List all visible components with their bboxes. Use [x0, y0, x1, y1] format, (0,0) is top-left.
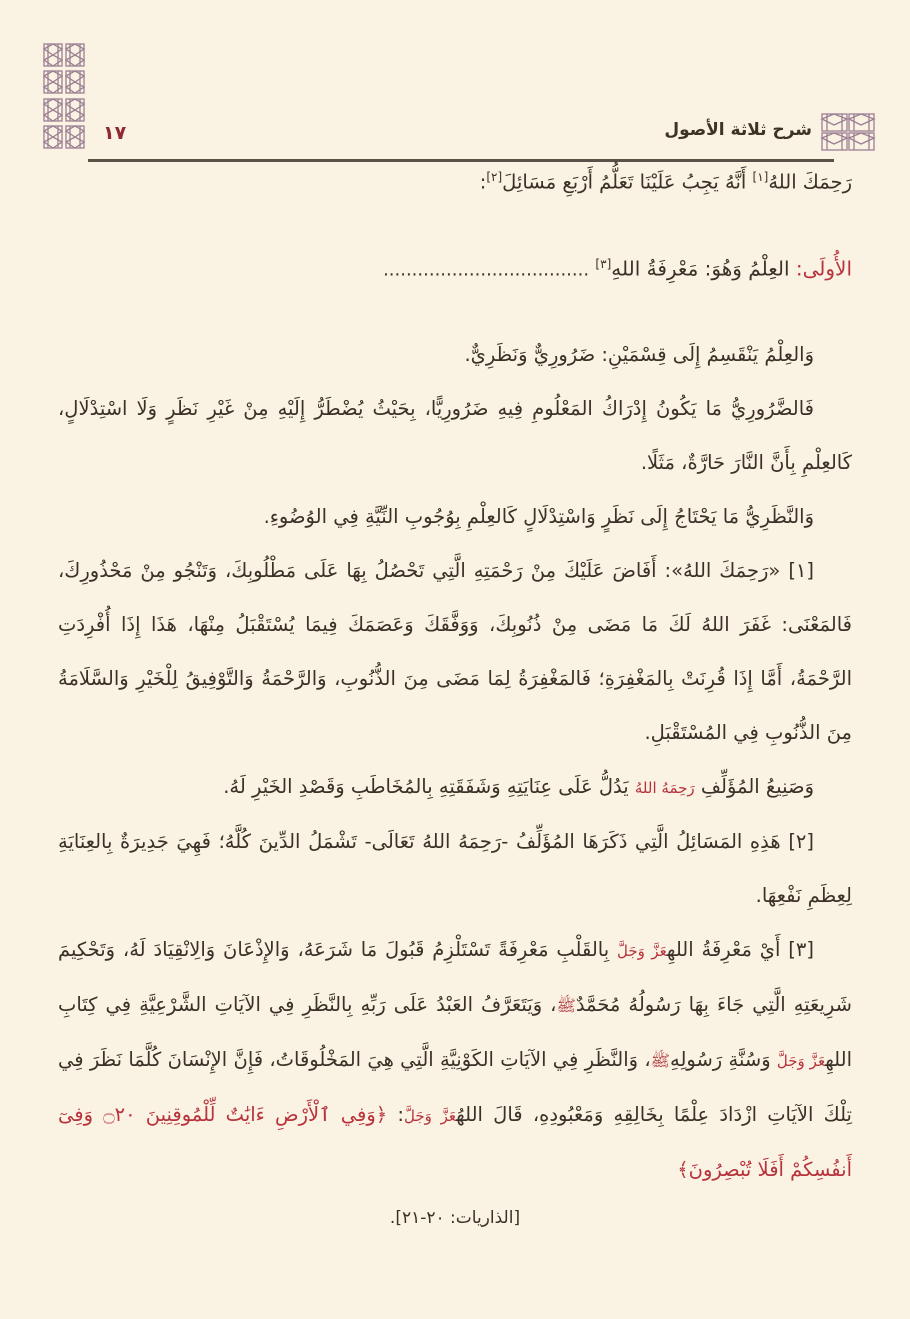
footnote-3-number: [٣]: [788, 938, 814, 962]
knotwork-column-ornament-icon: [42, 42, 86, 150]
footnote-3-paragraph: [58, 923, 852, 1197]
footnote-1b-pre: وَصَنِيعُ المُؤَلِّفِ: [700, 775, 814, 799]
page-header: [0, 40, 910, 150]
honorific-azzawajall-1: عَزَّ وَجَلَّ: [617, 942, 667, 961]
footnote-3-text-b: بِالقَلْبِ مَعْرِفَةً تَسْتَلْزِمُ قَبُولَ مَا شَرَعَهُ، وَالإِذْعَانَ وَالِانْقِيَادَ لَهُ، وَتَحْكِيمَ شَرِيعَتِهِ الَّتِي جَاءَ بِهَا رَسُولُهُ مُحَمَّدٌ: [58, 938, 852, 1017]
sallallahu-alayhi-wasallam-icon-1: ﷺ: [556, 996, 576, 1016]
footnote-marker-2: [٢]: [486, 170, 503, 184]
footnote-2-text: هَذِهِ المَسَائِلُ الَّتِي ذَكَرَهَا المُؤَلِّفُ -رَحِمَهُ اللهُ تَعَالَى- تَشْمَلُ الدِّينَ كُلَّهُ؛ فَهِيَ جَدِيرَةٌ بِالعِنَايَةِ لِعِظَمِ نَفْعِهَا.: [58, 830, 852, 908]
footnote-1-paragraph: [58, 544, 852, 760]
heading-label-first: الأُولَى:: [795, 256, 852, 281]
heading-body: العِلْمُ وَهُوَ: مَعْرِفَةُ اللهِ: [611, 256, 790, 281]
footnote-2-number: [٢]: [788, 830, 815, 854]
footnote-1b-post: يَدُلُّ عَلَى عِنَايَتِهِ وَشَفَقَتِهِ بِالمُخَاطَبِ وَقَصْدِ الخَيْرِ لَهُ.: [223, 775, 629, 799]
footnote-3-colon: :: [397, 1103, 404, 1127]
paragraph-theoretical-knowledge: وَالنَّظَرِيُّ مَا يَحْتَاجُ إِلَى نَظَرٍ وَاسْتِدْلَالٍ كَالعِلْمِ بِوُجُوبِ النِّيَّةِ فِي الوُضُوءِ.: [263, 505, 814, 529]
honorific-azzawajall-2: عَزَّ وَجَلَّ: [776, 1052, 826, 1071]
footnote-1-text: أَفَاضَ عَلَيْكَ مِنْ رَحْمَتِهِ الَّتِي تَحْصُلُ بِهَا عَلَى مَطْلُوبِكَ، وَتَنْجُو مِنْ مَحْذُورِكَ، فَالمَعْنَى: غَفَرَ اللهُ لَكَ مَا مَضَى مِنْ ذُنُوبِكَ، وَوَفَّقَكَ وَعَصَمَكَ فِيمَا يُسْتَقْبَلُ مِنْهَا، هَذَا إِذَا أُفْرِدَتِ الرَّحْمَةُ، أَمَّا إِذَا قُرِنَتْ بِالمَغْفِرَةِ؛ فَالمَغْفِرَةُ لِمَا مَضَى مِنَ الذُّنُوبِ، وَالرَّحْمَةُ وَالتَّوْفِيقُ لِلْخَيْرِ وَالسَّلَامَةُ مِنَ الذُّنُوبِ فِي المُسْتَقْبَلِ.: [58, 559, 852, 745]
knotwork-square-ornament-icon: [820, 112, 876, 152]
footnote-1b-paragraph: [58, 760, 852, 815]
running-head-title: شرح ثلاثة الأصول: [664, 120, 812, 140]
footnote-2-paragraph: [58, 815, 852, 923]
honorific-azzawajall-3: عَزَّ وَجَلَّ: [404, 1107, 457, 1126]
paragraph-knowledge-divisions: وَالعِلْمُ يَنْقَسِمُ إِلَى قِسْمَيْنِ: ضَرُورِيٌّ وَنَظَرِيٌّ.: [464, 343, 814, 367]
sallallahu-alayhi-wasallam-icon-2: ﷺ: [650, 1051, 670, 1071]
quran-verse: ﴿وَفِي ٱلْأَرْضِ ءَايَٰتٌ لِّلْمُوقِنِينَ ۝٢٠ وَفِىٓ أَنفُسِكُمْ أَفَلَا تُبْصِرُونَ﴾: [58, 1103, 852, 1182]
footnote-3-text-c: ، وَيَتَعَرَّفُ العَبْدُ عَلَى رَبِّهِ بِالنَّظَرِ فِي الآيَاتِ الشَّرْعِيَّةِ فِي كِتَابِ اللهِ: [58, 993, 852, 1072]
footnote-marker-1: [١]: [752, 170, 769, 184]
dot-leader: ....................................: [383, 259, 590, 281]
opening-line: [58, 150, 852, 210]
page-content: [58, 150, 852, 1239]
opening-line-rest: أَنَّهُ يَجِبُ عَلَيْنَا تَعَلُّمُ أَرْبَعِ مَسَائِلَ: [502, 170, 747, 194]
footnote-3-text-e: ، وَالنَّظَرِ فِي الآيَاتِ الكَوْنِيَّةِ الَّتِي هِيَ المَخْلُوقَاتُ، فَإِنَّ الإِنْسَانَ كُلَّمَا نَظَرَ فِي تِلْكَ الآيَاتِ ازْدَادَ عِلْمًا بِخَالِقِهِ وَمَعْبُودِهِ، قَالَ اللهُ: [58, 1048, 852, 1127]
footnote-3-text-d: وَسُنَّةِ رَسُولِهِ: [670, 1048, 771, 1072]
paragraph-necessary-knowledge: فَالضَّرُورِيُّ مَا يَكُونُ إِدْرَاكُ المَعْلُومِ فِيهِ ضَرُورِيًّا، بِحَيْثُ يُضْطَرُّ إِلَيْهِ مِنْ غَيْرِ نَظَرٍ وَلَا اسْتِدْلَالٍ، كَالعِلْمِ بِأَنَّ النَّارَ حَارَّةٌ، مَثَلًا.: [58, 397, 852, 475]
honorific-rahimahullah: رَحِمَهُ اللهُ: [634, 779, 695, 798]
quran-citation: [الذاريات: ٢٠-٢١].: [389, 1208, 521, 1229]
footnote-3-text-a: أَيْ مَعْرِفَةُ اللهِ: [666, 938, 781, 962]
first-matter-heading: [58, 236, 852, 299]
opening-line-phrase: رَحِمَكَ اللهُ: [768, 170, 852, 194]
footnote-1-number: [١]: [788, 559, 815, 583]
opening-line-colon: :: [479, 170, 487, 194]
footnote-1-quote: «رَحِمَكَ اللهُ»:: [664, 559, 781, 583]
page-number: ١٧: [103, 122, 127, 144]
footnote-marker-3: [٣]: [595, 256, 612, 271]
